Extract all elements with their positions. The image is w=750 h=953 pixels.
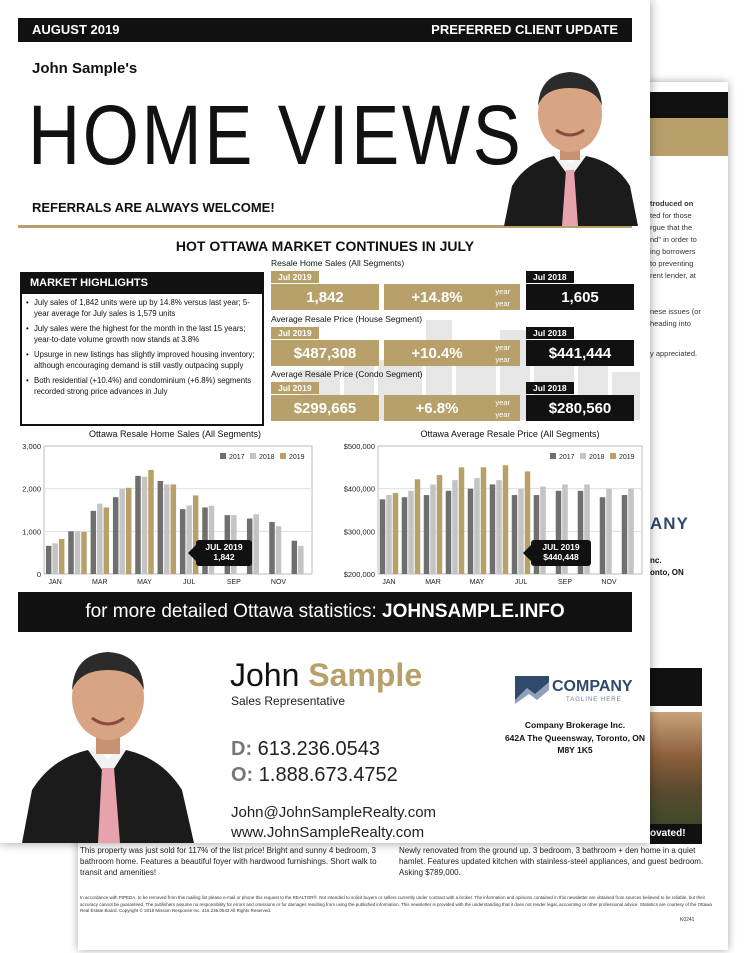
- legend-label: 2017: [559, 454, 575, 461]
- callout-line: 1,842: [213, 552, 235, 562]
- bar-2018-jul: [186, 506, 192, 574]
- bar-2017-dec: [292, 541, 298, 574]
- price-callout: [531, 540, 591, 566]
- bar-2018-jan: [386, 495, 392, 574]
- back-code: K0241: [680, 917, 695, 923]
- metric-current-tag: Jul 2019: [271, 327, 319, 339]
- metric-previous-value: 1,605: [561, 289, 599, 306]
- brokerage-address: 642A The Queensway, Toronto, ON: [504, 733, 646, 743]
- bar-2018-dec: [298, 546, 304, 574]
- bar-2018-feb: [408, 491, 414, 574]
- brokerage-name: Company Brokerage Inc.: [524, 720, 626, 730]
- y-tick-label: $500,000: [343, 442, 375, 451]
- legend-swatch: [550, 453, 556, 459]
- metric-previous-tag: Jul 2018: [526, 382, 574, 394]
- bar-2017-jul: [512, 495, 518, 574]
- x-tick-label: MAY: [137, 579, 152, 586]
- bar-2019-jan: [393, 493, 399, 574]
- market-highlights-title: MARKET HIGHLIGHTS: [22, 274, 262, 294]
- x-tick-label: SEP: [557, 579, 573, 586]
- metric-label: Resale Home Sales (All Segments): [271, 258, 405, 268]
- metric-yoy-label: year: [495, 355, 510, 364]
- metric-previous-tag: Jul 2018: [526, 327, 574, 339]
- bar-2017-nov: [269, 522, 275, 574]
- y-tick-label: 2,000: [22, 484, 41, 494]
- metric-change-value: +14.8%: [411, 289, 463, 306]
- metric-change-value: +6.8%: [415, 400, 459, 417]
- market-highlights-box: [20, 272, 264, 426]
- issue-month: AUGUST 2019: [32, 22, 120, 37]
- headline: HOT OTTAWA MARKET CONTINUES IN JULY: [175, 238, 475, 254]
- back-banner-snippet: ovated!: [650, 824, 702, 844]
- bar-2018-apr: [452, 480, 458, 574]
- x-tick-label: MAY: [469, 579, 485, 586]
- y-tick-label: $200,000: [343, 570, 375, 579]
- metric-previous-tile: [526, 383, 634, 421]
- back-listing-right: Newly renovated from the ground up. 3 bedroom, 3 bathroom + den home in a quiet hamlet. Features updated kitchen with stainless-steel appliances, and guest bedroom. Asking $789,000.: [399, 846, 704, 877]
- masthead-title: HOME VIEWS: [28, 88, 524, 182]
- highlights-list: [22, 298, 262, 397]
- metric-current-tag: Jul 2019: [271, 382, 319, 394]
- statistics-link[interactable]: JOHNSAMPLE.INFO: [382, 601, 565, 622]
- legend-label: 2017: [229, 454, 245, 461]
- metric-previous-tile: [526, 272, 634, 310]
- legend-label: 2018: [259, 454, 275, 461]
- metric-current-tag: Jul 2019: [271, 271, 319, 283]
- agent-first-name: John: [230, 657, 300, 693]
- x-tick-label: SEP: [226, 579, 241, 586]
- bar-2017-dec: [622, 495, 628, 574]
- metric-yoy-label: year: [495, 287, 510, 296]
- callout-line: JUL 2019: [542, 542, 580, 552]
- back-snippet: troduced on: [650, 199, 694, 208]
- office-number: 1.888.673.4752: [258, 764, 398, 786]
- company-logo-tagline: TAGLINE HERE: [566, 697, 622, 703]
- x-tick-label: MAR: [92, 579, 108, 586]
- company-logo-text: COMPANY: [552, 678, 633, 695]
- back-house-photo: [650, 712, 702, 824]
- back-company-logo-snippet: ANY: [650, 514, 689, 533]
- y-tick-label: $300,000: [343, 527, 375, 537]
- legend-label: 2019: [289, 454, 305, 461]
- back-listing-left: This property was just sold for 117% of the list price! Bright and sunny 4 bedroom, 3 bathroom home. Features a beautiful foyer with hardwood furnishings. Short walk to transit and amenities!: [80, 846, 377, 877]
- agent-name: [230, 655, 422, 695]
- bar-2018-oct: [253, 514, 259, 574]
- price-chart: [322, 440, 646, 595]
- metric-yoy-label: year: [495, 398, 510, 407]
- legend-swatch: [220, 453, 226, 459]
- agent-portrait-bottom: [22, 640, 202, 843]
- metric-current-tile: [271, 272, 379, 310]
- x-tick-label: NOV: [601, 579, 617, 586]
- bar-2017-jul: [180, 509, 186, 574]
- bar-2018-may: [474, 478, 480, 574]
- bar-2018-may: [142, 477, 148, 574]
- highlight-item: • July sales were the highest for the month in the last 15 years; year-to-date volume growth now stands at 3.8%: [34, 324, 256, 345]
- company-logo-icon: [515, 676, 549, 708]
- y-tick-label: 3,000: [22, 442, 41, 451]
- bar-2018-jan: [52, 543, 58, 574]
- callout-line: $440,448: [543, 552, 579, 562]
- bar-2018-feb: [75, 531, 81, 574]
- link-prefix: for more detailed Ottawa statistics:: [85, 601, 383, 622]
- brokerage-postal: M8Y 1K5: [557, 745, 593, 755]
- bar-2018-mar: [430, 484, 436, 574]
- metric-current-value: $299,665: [293, 400, 357, 417]
- x-tick-label: NOV: [270, 579, 287, 586]
- bar-2017-apr: [446, 491, 452, 574]
- sales-chart: [4, 440, 314, 595]
- bar-2018-mar: [97, 504, 103, 574]
- legend-swatch: [280, 453, 286, 459]
- chart-title: Ottawa Average Resale Price (All Segments): [420, 429, 600, 439]
- x-tick-label: JUL: [182, 579, 196, 586]
- metric-label: Average Resale Price (Condo Segment): [271, 369, 423, 379]
- back-snippet: rent lender, at: [650, 271, 696, 280]
- metric-previous-value: $280,560: [548, 400, 612, 417]
- bar-2018-jun: [496, 480, 502, 574]
- bar-2019-apr: [459, 467, 465, 574]
- office-phone[interactable]: [231, 764, 398, 787]
- bar-2019-apr: [126, 488, 131, 574]
- back-company-snippet: nc.: [650, 556, 662, 565]
- legend-label: 2019: [619, 454, 635, 461]
- y-tick-label: $400,000: [343, 484, 375, 494]
- sales-callout: [196, 540, 252, 566]
- x-tick-label: JAN: [382, 579, 396, 586]
- back-snippet: nd" in order to: [650, 235, 697, 244]
- bar-2019-mar: [104, 507, 110, 574]
- back-dark-block: [650, 668, 702, 706]
- bar-2018-dec: [628, 489, 634, 574]
- top-bar: [18, 18, 632, 42]
- bar-2017-feb: [402, 497, 408, 574]
- office-label: O:: [231, 764, 254, 786]
- highlight-item: • Both residential (+10.4%) and condominium (+6.8%) segments recorded strong price advances in July: [34, 376, 256, 397]
- sales-chart-svg: [4, 440, 314, 590]
- x-tick-label: JAN: [48, 579, 62, 586]
- direct-label: D:: [231, 738, 253, 760]
- direct-phone[interactable]: [231, 738, 380, 761]
- y-tick-label: 0: [36, 570, 41, 579]
- direct-number: 613.236.0543: [257, 738, 381, 760]
- back-company-snippet: onto, ON: [650, 568, 684, 577]
- back-snippet: ted for those: [650, 211, 692, 220]
- metric-label: Average Resale Price (House Segment): [271, 314, 423, 324]
- bar-2017-jan: [46, 546, 52, 574]
- highlight-item: • Upsurge in new listings has slightly improved housing inventory; although encouraging demand is still vastly outpacing supply: [34, 350, 256, 371]
- y-tick-label: 1,000: [22, 527, 41, 537]
- metric-current-tile: [271, 383, 379, 421]
- agent-role: Sales Representative: [231, 694, 346, 708]
- bar-2018-apr: [119, 489, 125, 574]
- legend-swatch: [580, 453, 586, 459]
- legend-swatch: [250, 453, 256, 459]
- bar-2019-jun: [171, 484, 177, 574]
- metric-previous-tile: [526, 328, 634, 366]
- bar-2017-nov: [600, 497, 606, 574]
- bar-2018-jul: [518, 489, 524, 574]
- bar-2017-feb: [68, 531, 74, 574]
- metric-change-tile: [384, 284, 520, 310]
- metric-current-value: 1,842: [306, 289, 344, 306]
- bar-2017-mar: [91, 511, 97, 574]
- back-snippet: rgue that the: [650, 223, 693, 232]
- bar-2019-feb: [415, 479, 421, 574]
- bar-2017-jan: [380, 499, 386, 574]
- bar-2019-jan: [59, 539, 65, 574]
- bar-2019-mar: [437, 475, 443, 574]
- metric-change-tile: [384, 340, 520, 366]
- metric-yoy-label: year: [495, 410, 510, 419]
- metric-current-value: $487,308: [293, 345, 357, 362]
- bar-2019-may: [148, 470, 154, 574]
- back-disclaimer: In accordance with PIPEDA, to be removed from this mailing list please e-mail or phone this request to the REALTOR®. Not intended to solicit buyers or sellers currently under contract with a broker. The information and opinions contained in this newsletter are obtained from sources believed to be reliable, but their accuracy cannot be guaranteed. The publishers assume no responsibility for errors and omissions or for damages resulting from using the published information. This newsletter is provided with the understanding that it does not render legal, accounting or other professional advice. Statistics are courtesy of the Ottawa Real Estate Board. Copyright © 2019 Mission Response Inc. 416.236.0543 All Rights Reserved.: [80, 895, 712, 913]
- metric-change-tile: [384, 395, 520, 421]
- tagline: REFERRALS ARE ALWAYS WELCOME!: [32, 200, 275, 215]
- metric-previous-tag: Jul 2018: [526, 271, 574, 283]
- x-tick-label: MAR: [425, 579, 441, 586]
- callout-line: JUL 2019: [205, 542, 243, 552]
- legend-label: 2018: [589, 454, 605, 461]
- bar-2019-may: [481, 467, 487, 574]
- agent-portrait-top: [500, 58, 640, 226]
- bar-2018-nov: [606, 489, 612, 574]
- x-tick-label: JUL: [514, 579, 528, 586]
- agent-email[interactable]: John@JohnSampleRealty.com: [231, 804, 437, 821]
- bar-2019-jun: [503, 465, 509, 574]
- highlight-item: • July sales of 1,842 units were up by 14.8% versus last year; 5-year average for July sales is 1,579 units: [34, 298, 256, 319]
- legend-swatch: [610, 453, 616, 459]
- bar-2017-may: [468, 489, 474, 574]
- bar-2017-may: [135, 476, 141, 574]
- bar-2018-nov: [276, 526, 282, 574]
- bar-2017-jun: [490, 484, 496, 574]
- back-snippet: heading into: [650, 319, 691, 328]
- metric-current-tile: [271, 328, 379, 366]
- bar-2018-jun: [164, 484, 170, 574]
- back-snippet: ing borrowers: [650, 247, 696, 256]
- owner-name: John Sample's: [32, 60, 138, 77]
- back-snippet: y appreciated.: [650, 349, 698, 358]
- statistics-link-bar: [18, 592, 632, 632]
- back-snippet: to preventing: [650, 259, 694, 268]
- bar-2017-apr: [113, 497, 119, 574]
- agent-last-name: Sample: [308, 657, 423, 693]
- chart-title: Ottawa Resale Home Sales (All Segments): [88, 429, 262, 439]
- bar-2017-jun: [158, 481, 164, 574]
- metric-yoy-label: year: [495, 343, 510, 352]
- update-label: PREFERRED CLIENT UPDATE: [431, 22, 618, 37]
- bar-2019-feb: [81, 532, 87, 574]
- price-chart-svg: [322, 440, 646, 590]
- bar-2017-mar: [424, 495, 430, 574]
- metric-change-value: +10.4%: [411, 345, 463, 362]
- back-snippet: nese issues (or: [650, 307, 701, 316]
- metric-previous-value: $441,444: [548, 345, 612, 362]
- metric-yoy-label: year: [495, 299, 510, 308]
- agent-website[interactable]: www.JohnSampleRealty.com: [231, 824, 425, 841]
